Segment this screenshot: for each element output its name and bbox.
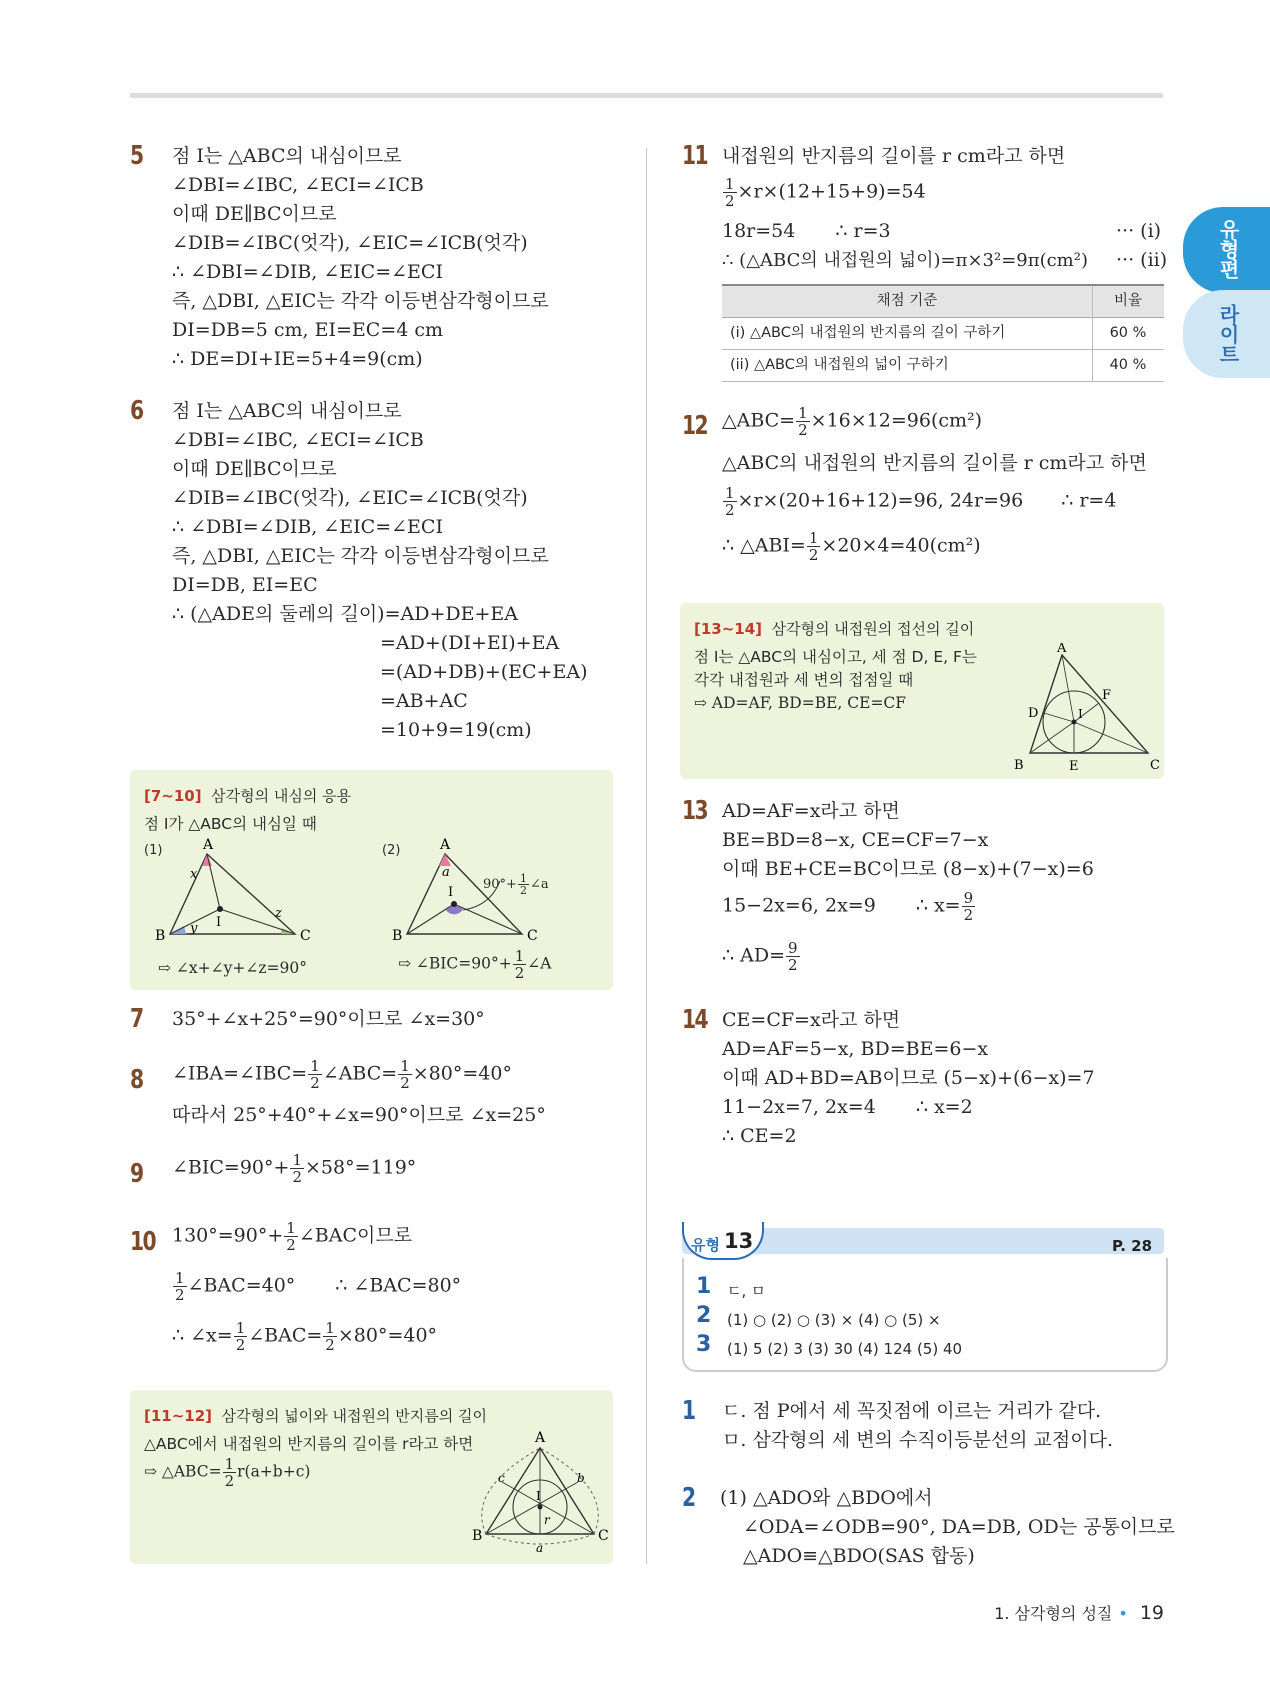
p6-line-12: =10+9=19(cm) <box>380 719 532 741</box>
scoring-table <box>722 284 1164 382</box>
p13-line-3: 이때 BE+CE=BC이므로 (8−x)+(7−x)=6 <box>722 858 1094 880</box>
p13-line-4: 15−2x=6, 2x=9 ∴ x= $\frac{9}{2}$ <box>722 889 974 924</box>
answer-number: 3 <box>696 1332 712 1357</box>
answer-text: (1) ○ (2) ○ (3) × (4) ○ (5) × <box>727 1311 941 1329</box>
vertex-B: B <box>472 1528 483 1544</box>
p12-line-2: △ABC의 내접원의 반지름의 길이를 r cm라고 하면 <box>722 452 1147 474</box>
vertex-B: B <box>392 928 403 944</box>
angle-x-label: x <box>190 867 198 882</box>
box-title: 삼각형의 내심의 응용 <box>211 787 352 805</box>
p6-line-10: =(AD+DB)+(EC+EA) <box>380 661 588 683</box>
incircle-triangle-figure <box>470 1430 610 1560</box>
problem-number: 7 <box>130 1004 143 1034</box>
p6-line-5: ∴ ∠DBI=∠DIB, ∠EIC=∠ECI <box>172 516 443 538</box>
p5-line-2: ∠DBI=∠IBC, ∠ECI=∠ICB <box>172 174 424 196</box>
p6-line-6: 즉, △DBI, △EIC는 각각 이등변삼각형이므로 <box>172 545 549 567</box>
vertex-B: B <box>1014 758 1024 773</box>
answer-text: ㄷ, ㅁ <box>727 1282 766 1300</box>
p11-step-i: ··· (i) <box>1116 220 1162 242</box>
box-heading <box>144 782 351 811</box>
fig2-caption: ⇨ ∠BIC=90°+ $\frac{1}{2}$ ∠A <box>398 947 552 982</box>
box-tag: [7~10] <box>144 787 202 805</box>
column-divider <box>646 148 647 1564</box>
p8-line-2: 따라서 25°+40°+∠x=90°이므로 ∠x=25° <box>172 1104 546 1126</box>
vertex-C: C <box>1150 758 1160 773</box>
p10-line-2: $\frac{1}{2}$ ∠BAC=40° ∴ ∠BAC=80° <box>175 1269 462 1304</box>
p9-line: ∠BIC=90°+ $\frac{1}{2}$ ×58°=119° <box>172 1151 417 1186</box>
top-rule <box>130 93 1163 98</box>
problem-number: 13 <box>682 796 708 826</box>
box-subtitle: △ABC에서 내접원의 반지름의 길이를 r라고 하면 <box>144 1435 474 1453</box>
radius-r: r <box>544 1513 550 1527</box>
page-number: 19 <box>1139 1602 1164 1624</box>
p14-line-2: AD=AF=5−x, BD=BE=6−x <box>722 1038 989 1060</box>
problem-number: 11 <box>682 141 708 171</box>
angle-a-label: a <box>442 865 450 880</box>
p6-line-2: ∠DBI=∠IBC, ∠ECI=∠ICB <box>172 429 424 451</box>
answer-text: (1) 5 (2) 3 (3) 30 (4) 124 (5) 40 <box>727 1340 963 1358</box>
problem-number: 8 <box>130 1065 143 1095</box>
box-subtitle: 점 I가 △ABC의 내심일 때 <box>144 815 317 833</box>
p14-line-3: 이때 AD+BD=AB이므로 (5−x)+(6−x)=7 <box>722 1067 1095 1089</box>
p11-line-1: 내접원의 반지름의 길이를 r cm라고 하면 <box>722 145 1066 167</box>
incenter-I: I <box>216 915 222 930</box>
box-heading <box>144 1402 487 1431</box>
problem-number: 14 <box>682 1005 708 1035</box>
s2-line-2: ∠ODA=∠ODB=90°, DA=DB, OD는 공통이므로 <box>743 1516 1175 1538</box>
p14-line-5: ∴ CE=2 <box>722 1125 797 1147</box>
incenter-I: I <box>1078 707 1083 721</box>
answer-number: 2 <box>696 1303 712 1328</box>
footer-bullet: • <box>1118 1604 1128 1623</box>
p6-line-7: DI=DB, EI=EC <box>172 574 318 596</box>
p12-line-3: $\frac{1}{2}$ ×r×(20+16+12)=96, 24r=96 ∴ r=4 <box>725 484 1117 519</box>
vertex-C: C <box>527 928 538 944</box>
vertex-A: A <box>535 1430 546 1446</box>
table-header-ratio: 비율 <box>1093 285 1165 318</box>
p5-line-5: ∴ ∠DBI=∠DIB, ∠EIC=∠ECI <box>172 261 443 283</box>
p6-line-11: =AB+AC <box>380 690 468 712</box>
s2-line-3: △ADO≡△BDO(SAS 합동) <box>743 1545 975 1567</box>
p10-line-3: ∴ ∠x= $\frac{1}{2}$ ∠BAC= $\frac{1}{2}$ ×80°=40° <box>172 1319 438 1354</box>
p7-line: 35°+∠x+25°=90°이므로 ∠x=30° <box>172 1008 485 1030</box>
p5-line-1: 점 I는 △ABC의 내심이므로 <box>172 145 402 167</box>
s2-line-1: (1) △ADO와 △BDO에서 <box>720 1487 933 1509</box>
p11-line-3: 18r=54 ∴ r=3 <box>722 220 891 242</box>
point-E: E <box>1069 759 1079 774</box>
p5-line-6: 즉, △DBI, △EIC는 각각 이등변삼각형이므로 <box>172 290 549 312</box>
box-title: 삼각형의 내접원의 접선의 길이 <box>771 620 975 638</box>
side-tab-type[interactable] <box>1183 207 1270 293</box>
point-F: F <box>1102 688 1112 703</box>
p6-line-9: =AD+(DI+EI)+EA <box>380 632 560 654</box>
solution-number: 1 <box>682 1396 695 1426</box>
incenter-I: I <box>448 885 454 900</box>
triangle-1 <box>170 854 295 934</box>
vertex-A: A <box>203 837 214 853</box>
p5-line-3: 이때 DE∥BC이므로 <box>172 203 337 225</box>
side-a: a <box>536 1541 544 1555</box>
chapter-title: 1. 삼각형의 성질 <box>994 1604 1113 1623</box>
problem-number: 10 <box>130 1227 156 1257</box>
side-tab-lite[interactable] <box>1183 290 1270 378</box>
type-prefix: 유형 <box>691 1236 720 1254</box>
p12-line-1: △ABC= $\frac{1}{2}$ ×16×12=96(cm²) <box>722 404 983 439</box>
p5-line-8: ∴ DE=DI+IE=5+4=9(cm) <box>172 348 423 370</box>
s1-line-1: ㄷ. 점 P에서 세 꼭짓점에 이르는 거리가 같다. <box>722 1400 1102 1422</box>
p13-line-2: BE=BD=8−x, CE=CF=7−x <box>722 829 989 851</box>
vertex-C: C <box>598 1528 609 1544</box>
p11-line-2: $\frac{1}{2}$ ×r×(12+15+9)=54 <box>725 175 926 210</box>
fig2-label: (2) <box>382 843 401 858</box>
box-line-3: ⇨ AD=AF, BD=BE, CE=CF <box>694 694 907 712</box>
concept-box-7-10 <box>130 770 613 990</box>
problem-number: 12 <box>682 411 708 441</box>
table-header-criteria: 채점 기준 <box>722 285 1093 318</box>
p6-line-3: 이때 DE∥BC이므로 <box>172 458 337 480</box>
angle-z-label: z <box>275 906 282 921</box>
problem-number: 9 <box>130 1159 143 1189</box>
table-row: (ii) △ABC의 내접원의 넓이 구하기 40 % <box>722 350 1164 382</box>
p6-line-8: ∴ (△ADE의 둘레의 길이)=AD+DE+EA <box>172 603 519 625</box>
p5-line-7: DI=DB=5 cm, EI=EC=4 cm <box>172 319 444 341</box>
tangent-lengths-figure <box>1010 643 1160 779</box>
vertex-A: A <box>440 837 451 853</box>
box-heading <box>694 615 974 644</box>
page-footer <box>994 1601 1164 1624</box>
incenter-I: I <box>536 1489 541 1503</box>
page-reference: P. 28 <box>1112 1237 1153 1255</box>
p5-line-4: ∠DIB=∠IBC(엇각), ∠EIC=∠ICB(엇각) <box>172 232 528 254</box>
concept-box-13-14 <box>680 603 1164 779</box>
p14-line-1: CE=CF=x라고 하면 <box>722 1009 901 1031</box>
vertex-C: C <box>300 928 311 944</box>
p13-line-5: ∴ AD= $\frac{9}{2}$ <box>722 939 798 974</box>
p8-line-1: ∠IBA=∠IBC= $\frac{1}{2}$ ∠ABC= $\frac{1}{2}$ ×80°=40° <box>172 1057 512 1092</box>
vertex-A: A <box>1057 643 1067 656</box>
p6-line-4: ∠DIB=∠IBC(엇각), ∠EIC=∠ICB(엇각) <box>172 487 528 509</box>
p10-line-1: 130°=90°+ $\frac{1}{2}$ ∠BAC이므로 <box>172 1219 413 1254</box>
p12-line-4: ∴ △ABI= $\frac{1}{2}$ ×20×4=40(cm²) <box>722 529 981 564</box>
side-b: b <box>577 1471 585 1485</box>
problem-number: 6 <box>130 396 143 426</box>
fig1-caption: ⇨ ∠x+∠y+∠z=90° <box>158 959 307 977</box>
p13-line-1: AD=AF=x라고 하면 <box>722 800 900 822</box>
p6-line-1: 점 I는 △ABC의 내심이므로 <box>172 400 402 422</box>
point-D: D <box>1028 706 1039 721</box>
box-formula: ⇨ △ABC= $\frac{1}{2}$ r(a+b+c) <box>144 1455 311 1490</box>
problem-number: 5 <box>130 141 143 171</box>
angle-y-label: y <box>190 921 198 936</box>
fig2-angle-annotation: 90°+ $\frac{1}{2}$ ∠a <box>483 872 549 897</box>
solution-number: 2 <box>682 1483 695 1513</box>
box-tag: [13~14] <box>694 620 763 638</box>
p11-step-ii: ··· (ii) <box>1116 249 1168 271</box>
box-title: 삼각형의 넓이와 내접원의 반지름의 길이 <box>221 1407 487 1425</box>
vertex-B: B <box>155 928 166 944</box>
fig1-label: (1) <box>144 843 163 858</box>
p11-line-4: ∴ (△ABC의 내접원의 넓이)=π×3²=9π(cm²) <box>722 250 1088 271</box>
s1-line-2: ㅁ. 삼각형의 세 변의 수직이등분선의 교점이다. <box>722 1429 1114 1451</box>
side-tab-type-label: 유형편 <box>1216 219 1240 279</box>
answer-number: 1 <box>696 1274 712 1299</box>
box-tag: [11~12] <box>144 1407 213 1425</box>
box-line-2: 각각 내접원과 세 변의 접점일 때 <box>694 671 914 689</box>
p14-line-4: 11−2x=7, 2x=4 ∴ x=2 <box>722 1096 973 1118</box>
type-number: 13 <box>724 1229 754 1253</box>
concept-box-11-12 <box>130 1390 613 1564</box>
table-row: (i) △ABC의 내접원의 반지름의 길이 구하기 60 % <box>722 318 1164 350</box>
box-line-1: 점 I는 △ABC의 내심이고, 세 점 D, E, F는 <box>694 648 977 666</box>
side-c: c <box>498 1471 505 1485</box>
side-tab-lite-label: 라이트 <box>1216 304 1240 364</box>
